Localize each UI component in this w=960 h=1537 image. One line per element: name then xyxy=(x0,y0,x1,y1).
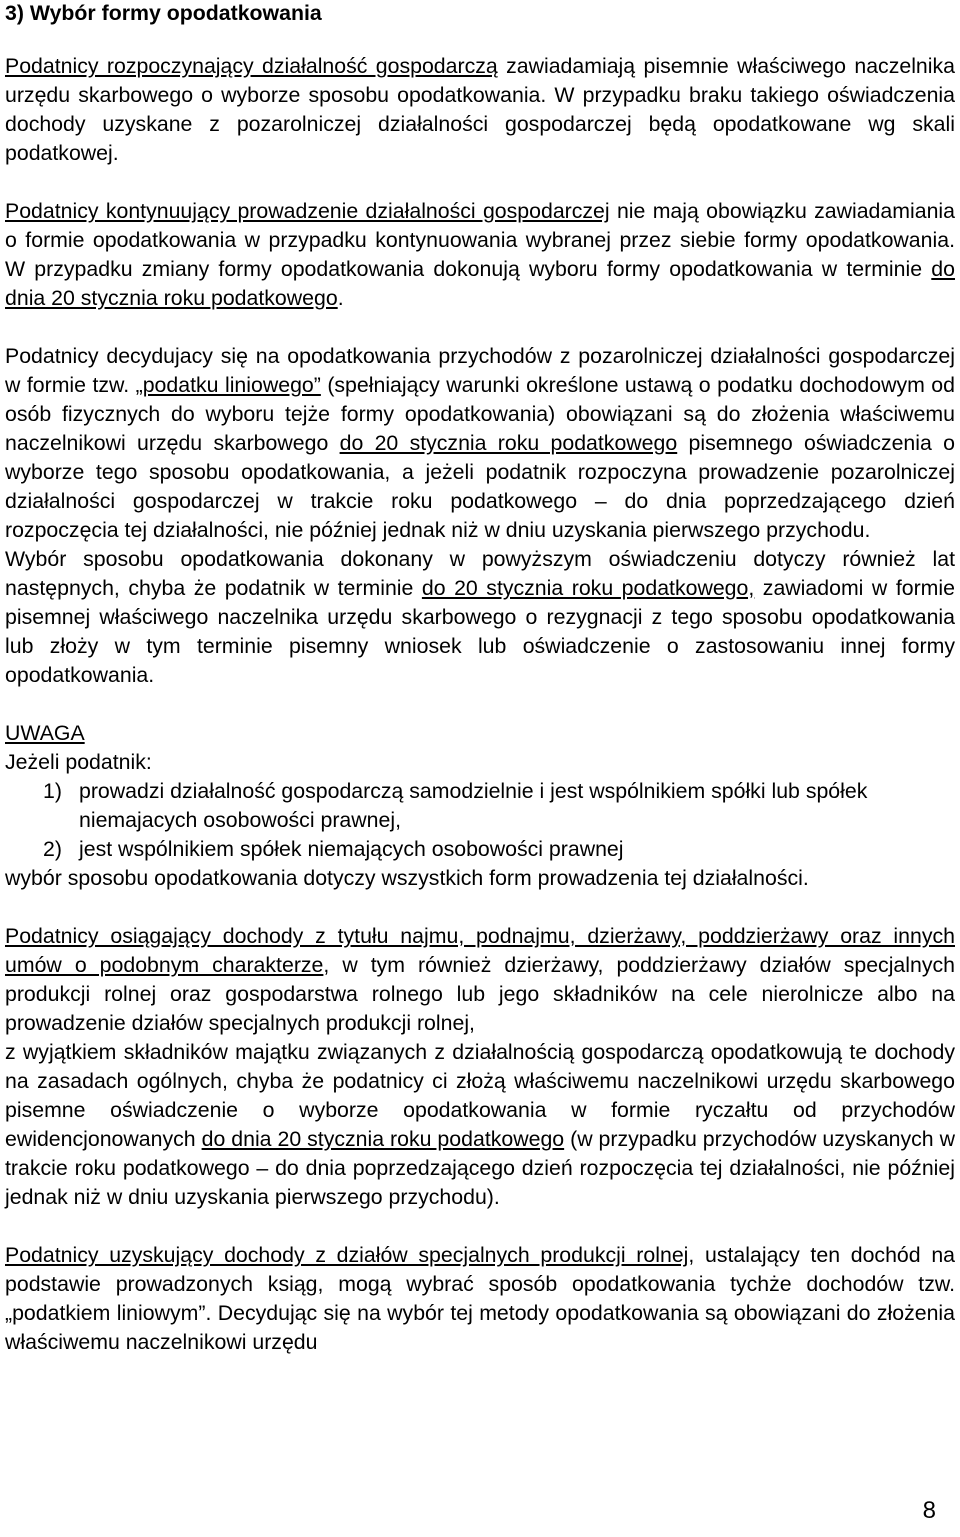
spacer xyxy=(5,1212,955,1241)
spacer xyxy=(5,690,955,719)
note-intro: Jeżeli podatnik: xyxy=(5,750,152,774)
paragraph-text: pisemnego oświadczenia o wyborze tego sposobu opodatkowania, a jeżeli podatnik rozpoczyna prowadzenie pozarolniczej działalności gospodarczej w trakcie roku podatkowego – do dnia poprzedzającego dzień rozpoczęcia tej działalności, nie później jednak niż w dniu uzyskania pierwszego przychodu. xyxy=(5,431,955,542)
underlined-phrase: Podatnicy kontynuujący prowadzenie działalności gospodarczej xyxy=(5,199,610,223)
list-item xyxy=(5,777,955,835)
paragraph-text: , ustalający ten dochód na podstawie prowadzonych ksiąg, mogą wybrać sposób opodatkowania tychże dochodów tzw. „podatkiem liniowym”. Decydując się na wybór tej metody opodatkowania są obowiązani do złożenia właściwemu naczelnikowi urzędu xyxy=(5,1243,956,1354)
paragraph-text: z wyjątkiem składników majątku związanych z działalnością gospodarczą opodatkowują te dochody na zasadach ogólnych, chyba że podatnicy ci złożą właściwemu naczelnikowi urzędu skarbowego pisemne oświadczenie o wyborze opodatkowania w formie ryczałtu od przychodów ewidencjonowanych xyxy=(5,1040,955,1151)
list-item-text: prowadzi działalność gospodarczą samodzielnie i jest wspólnikiem spółki lub spółek niemajacych osobowości prawnej, xyxy=(79,779,868,832)
paragraph-text: , w tym również dzierżawy, poddzierżawy działów specjalnych produkcji rolnej oraz gospodarstwa rolnego lub jego składników na cele nierolnicze albo na prowadzenie działów specjalnych produkcji rolnej, xyxy=(5,953,955,1035)
underlined-phrase: Podatnicy uzyskujący dochody z działów specjalnych produkcji rolnej xyxy=(5,1243,689,1267)
paragraph-text: zawiadamiają pisemnie właściwego naczelnika urzędu skarbowego o wyborze sposobu opodatkowania. W przypadku braku takiego oświadczenia dochody uzyskane z pozarolniczej działalności gospodarczej będą opodatkowane wg skali podatkowej. xyxy=(5,54,955,165)
spacer xyxy=(5,168,955,197)
deadline-phrase: do dnia 20 stycznia roku podatkowego xyxy=(5,257,955,310)
paragraph-text: Podatnicy decydujacy się na opodatkowania przychodów z pozarolniczej działalności gospodarczej w formie tzw. xyxy=(5,344,955,397)
document-page xyxy=(5,0,955,1357)
list-item-text: jest wspólnikiem spółek niemających osobowości prawnej xyxy=(79,837,624,861)
section-heading: 3) Wybór formy opodatkowania xyxy=(5,1,322,25)
deadline-phrase: do dnia 20 stycznia roku podatkowego xyxy=(201,1127,565,1151)
paragraph-choice-validity xyxy=(5,545,955,690)
page-number: 8 xyxy=(922,1497,936,1524)
underlined-phrase: Podatnicy rozpoczynający działalność gospodarczą xyxy=(5,54,498,78)
paragraph-text: nie mają obowiązku zawiadamiania o formie opodatkowania w przypadku kontynuowania wybranej przez siebie formy opodatkowania. W przypadku zmiany formy opodatkowania dokonują wyboru formy opodatkowania w terminie xyxy=(5,199,955,281)
note-conclusion: wybór sposobu opodatkowania dotyczy wszystkich form prowadzenia tej działalności. xyxy=(5,866,809,890)
spacer xyxy=(5,893,955,922)
note-conditions-list xyxy=(5,777,955,864)
paragraph-rental-income xyxy=(5,922,955,1038)
list-item-number: 1) xyxy=(43,779,62,803)
spacer xyxy=(5,26,955,52)
underlined-phrase: Podatnicy osiągający dochody z tytułu najmu, podnajmu, dzierżawy, poddzierżawy oraz innych umów o podobnym charakterze xyxy=(5,924,955,977)
deadline-phrase: do 20 stycznia roku podatkowego xyxy=(339,431,678,455)
paragraph-text: (spełniający warunki określone ustawą o podatku dochodowym od osób fizycznych do wyboru tejże formy opodatkowania) obowiązani są do złożenia właściwemu naczelnikowi urzędu skarbowego xyxy=(5,373,955,455)
note-title-text: UWAGA xyxy=(5,721,85,745)
list-item xyxy=(5,835,955,864)
paragraph-continuing-taxpayers xyxy=(5,197,955,313)
note-block xyxy=(5,719,955,893)
spacer xyxy=(5,313,955,342)
paragraph-linear-tax xyxy=(5,342,955,545)
paragraph-agricultural-income xyxy=(5,1241,955,1357)
underlined-phrase: „podatku liniowego” xyxy=(135,373,321,397)
paragraph-text: (w przypadku przychodów uzyskanych w trakcie roku podatkowego – do dnia poprzedzającego dzień rozpoczęcia tej działalności, nie później jednak niż w dniu uzyskania pierwszego przychodu). xyxy=(5,1127,955,1209)
list-item-number: 2) xyxy=(43,837,62,861)
paragraph-text: . xyxy=(337,286,344,310)
paragraph-text: Wybór sposobu opodatkowania dokonany w powyższym oświadczeniu dotyczy również lat następnych, chyba że podatnik w terminie xyxy=(5,547,955,600)
note-title xyxy=(5,719,955,748)
paragraph-rental-income-cont xyxy=(5,1038,955,1212)
deadline-phrase: do 20 stycznia roku podatkowego, xyxy=(421,576,755,600)
paragraph-text: zawiadomi w formie pisemnej właściwego naczelnika urzędu skarbowego o rezygnacji z tego sposobu opodatkowania lub złoży w tym terminie pisemny wniosek lub oświadczenie o zastosowaniu innej formy opodatkowania. xyxy=(5,576,955,687)
paragraph-new-taxpayers xyxy=(5,52,955,168)
